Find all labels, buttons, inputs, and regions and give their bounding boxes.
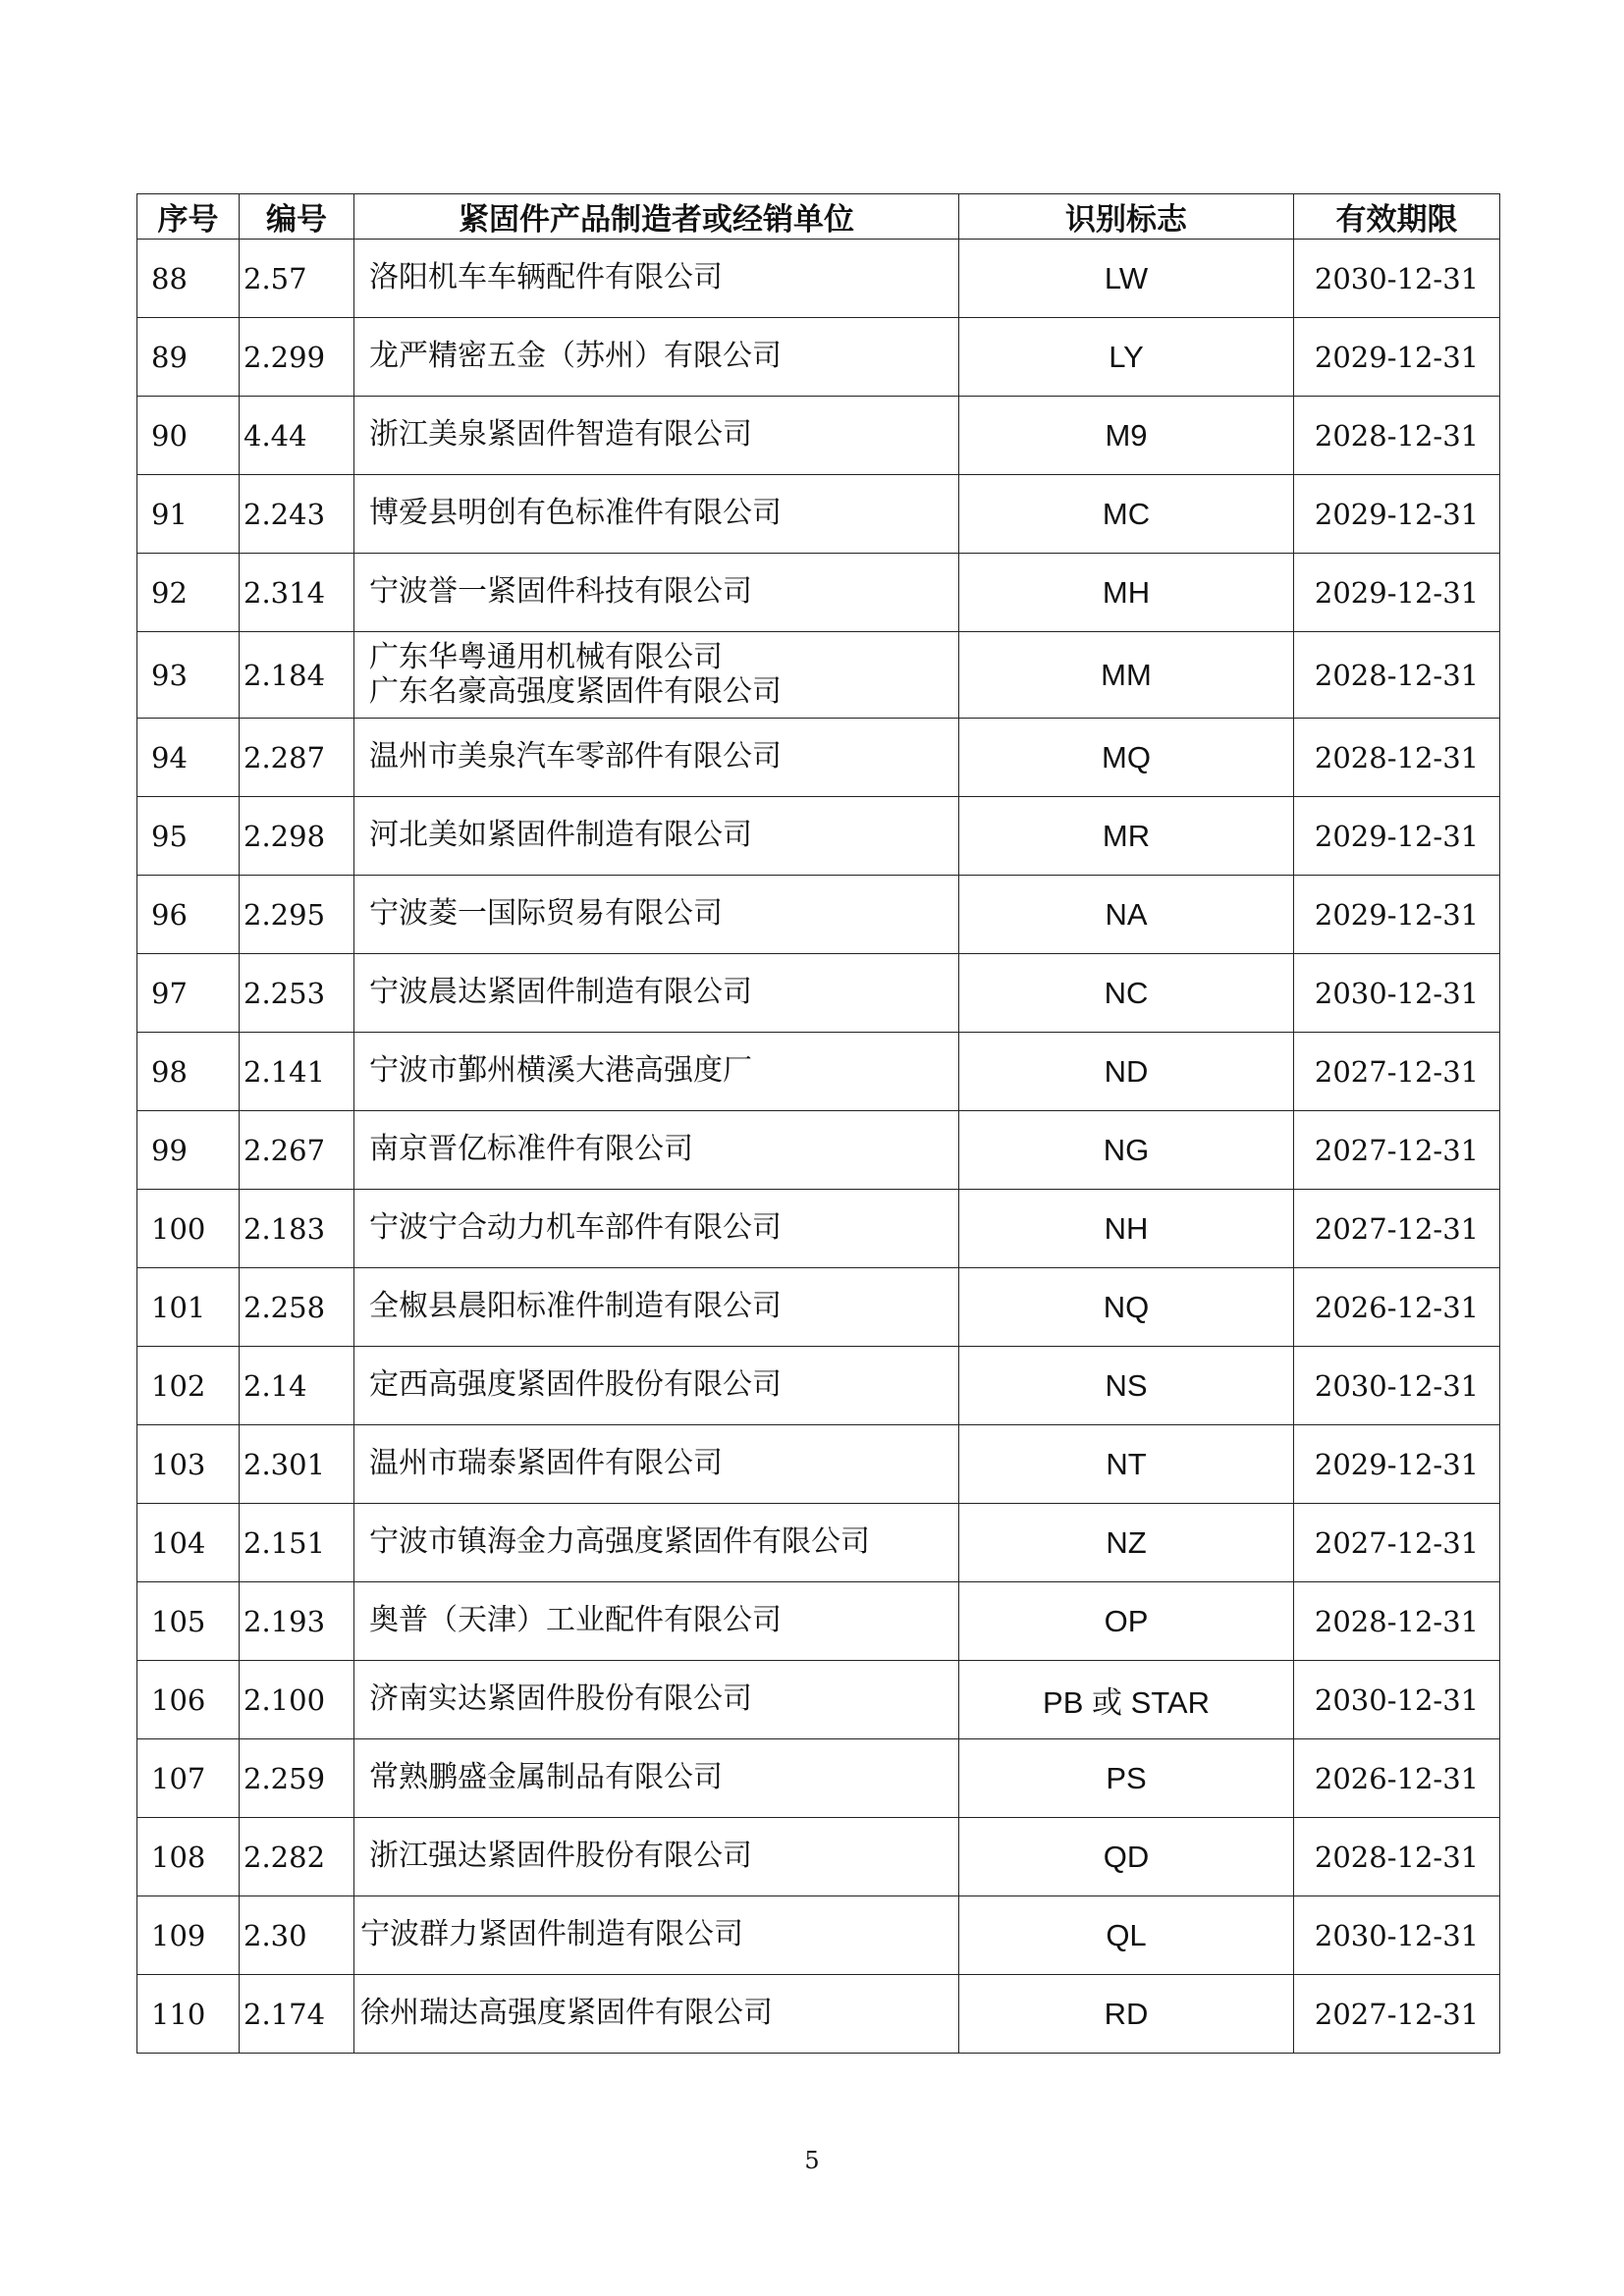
table-row: [137, 554, 1500, 632]
row-mark: MC: [959, 475, 1294, 554]
company-name: 博爱县明创有色标准件有限公司: [369, 496, 782, 531]
table-row: [137, 1896, 1500, 1975]
row-seq: 102: [137, 1347, 240, 1425]
company-name: 奥普（天津）工业配件有限公司: [369, 1603, 782, 1638]
row-seq: 110: [137, 1975, 240, 2054]
row-expiry: 2029-12-31: [1294, 1425, 1500, 1504]
row-expiry: 2030-12-31: [1294, 954, 1500, 1033]
row-expiry: 2028-12-31: [1294, 1818, 1500, 1896]
table-row: [137, 1111, 1500, 1190]
row-company: [354, 797, 959, 876]
company-name: 温州市瑞泰紧固件有限公司: [369, 1446, 723, 1481]
row-company: [354, 1033, 959, 1111]
table-row: [137, 954, 1500, 1033]
row-mark: PS: [959, 1739, 1294, 1818]
row-expiry: 2027-12-31: [1294, 1504, 1500, 1582]
row-company: [354, 318, 959, 397]
row-company: [354, 1582, 959, 1661]
row-expiry: 2027-12-31: [1294, 1975, 1500, 2054]
company-name: 浙江美泉紧固件智造有限公司: [369, 417, 752, 453]
table-row: [137, 318, 1500, 397]
table-row: [137, 632, 1500, 719]
row-mark: NZ: [959, 1504, 1294, 1582]
row-expiry: 2027-12-31: [1294, 1190, 1500, 1268]
row-seq: 105: [137, 1582, 240, 1661]
row-mark: RD: [959, 1975, 1294, 2054]
table-row: [137, 397, 1500, 475]
row-company: [354, 876, 959, 954]
row-mark: ND: [959, 1033, 1294, 1111]
row-mark: NT: [959, 1425, 1294, 1504]
row-mark: MR: [959, 797, 1294, 876]
row-code: 2.100: [240, 1661, 354, 1739]
row-mark: M9: [959, 397, 1294, 475]
row-code: 2.287: [240, 719, 354, 797]
row-company: [354, 554, 959, 632]
page-number: 5: [804, 2147, 820, 2174]
row-seq: 109: [137, 1896, 240, 1975]
row-company: [354, 1504, 959, 1582]
row-seq: 89: [137, 318, 240, 397]
row-code: 2.174: [240, 1975, 354, 2054]
company-name: 南京晋亿标准件有限公司: [369, 1132, 693, 1167]
company-name: 宁波宁合动力机车部件有限公司: [369, 1210, 782, 1246]
table-row: [137, 719, 1500, 797]
header-expiry: 有效期限: [1294, 194, 1500, 240]
row-expiry: 2030-12-31: [1294, 240, 1500, 318]
row-seq: 91: [137, 475, 240, 554]
row-expiry: 2029-12-31: [1294, 554, 1500, 632]
company-name: 河北美如紧固件制造有限公司: [369, 818, 752, 853]
row-seq: 100: [137, 1190, 240, 1268]
row-mark: NG: [959, 1111, 1294, 1190]
row-seq: 94: [137, 719, 240, 797]
row-mark: NH: [959, 1190, 1294, 1268]
row-code: 2.184: [240, 632, 354, 719]
row-mark: PB 或 STAR: [959, 1661, 1294, 1739]
row-code: 2.298: [240, 797, 354, 876]
company-name: 宁波菱一国际贸易有限公司: [369, 896, 723, 932]
row-mark: MH: [959, 554, 1294, 632]
table-row: [137, 1190, 1500, 1268]
header-company: 紧固件产品制造者或经销单位: [354, 194, 959, 240]
row-seq: 99: [137, 1111, 240, 1190]
row-code: 2.141: [240, 1033, 354, 1111]
row-seq: 108: [137, 1818, 240, 1896]
row-expiry: 2029-12-31: [1294, 876, 1500, 954]
row-expiry: 2028-12-31: [1294, 1582, 1500, 1661]
table-row: [137, 1033, 1500, 1111]
header-code: 编号: [240, 194, 354, 240]
row-mark: QD: [959, 1818, 1294, 1896]
company-name: 广东名豪高强度紧固件有限公司: [369, 673, 782, 709]
row-seq: 101: [137, 1268, 240, 1347]
table-row: [137, 1582, 1500, 1661]
row-company: [354, 719, 959, 797]
row-code: 2.30: [240, 1896, 354, 1975]
table-row: [137, 797, 1500, 876]
row-seq: 96: [137, 876, 240, 954]
row-company: [354, 1425, 959, 1504]
table-header-row: [137, 194, 1500, 240]
table-body: [137, 240, 1500, 2054]
row-mark: OP: [959, 1582, 1294, 1661]
row-company: [354, 954, 959, 1033]
row-expiry: 2026-12-31: [1294, 1739, 1500, 1818]
row-expiry: 2030-12-31: [1294, 1896, 1500, 1975]
table-row: [137, 1347, 1500, 1425]
company-name: 全椒县晨阳标准件制造有限公司: [369, 1289, 782, 1324]
row-company: [354, 632, 959, 719]
company-name: 宁波市鄞州横溪大港高强度厂: [369, 1053, 752, 1089]
row-code: 2.314: [240, 554, 354, 632]
row-company: [354, 1896, 959, 1975]
row-code: 2.193: [240, 1582, 354, 1661]
company-name: 宁波市镇海金力高强度紧固件有限公司: [369, 1524, 870, 1560]
row-seq: 92: [137, 554, 240, 632]
company-name: 徐州瑞达高强度紧固件有限公司: [360, 1996, 773, 2031]
row-expiry: 2027-12-31: [1294, 1033, 1500, 1111]
company-name: 宁波晨达紧固件制造有限公司: [369, 975, 752, 1010]
company-name: 温州市美泉汽车零部件有限公司: [369, 739, 782, 774]
row-company: [354, 1111, 959, 1190]
table-row: [137, 1818, 1500, 1896]
row-mark: MM: [959, 632, 1294, 719]
company-name: 龙严精密五金（苏州）有限公司: [369, 339, 782, 374]
row-code: 2.183: [240, 1190, 354, 1268]
table-row: [137, 876, 1500, 954]
row-code: 2.267: [240, 1111, 354, 1190]
table-row: [137, 1425, 1500, 1504]
row-company: [354, 240, 959, 318]
row-seq: 95: [137, 797, 240, 876]
row-mark: NA: [959, 876, 1294, 954]
row-expiry: 2027-12-31: [1294, 1111, 1500, 1190]
row-code: 2.14: [240, 1347, 354, 1425]
row-seq: 106: [137, 1661, 240, 1739]
row-mark: NC: [959, 954, 1294, 1033]
row-company: [354, 1347, 959, 1425]
row-expiry: 2029-12-31: [1294, 318, 1500, 397]
row-code: 2.253: [240, 954, 354, 1033]
row-code: 2.151: [240, 1504, 354, 1582]
row-mark: MQ: [959, 719, 1294, 797]
company-name: 济南实达紧固件股份有限公司: [369, 1682, 752, 1717]
company-name: 宁波誉一紧固件科技有限公司: [369, 574, 752, 610]
table-row: [137, 1504, 1500, 1582]
table-row: [137, 240, 1500, 318]
row-mark: QL: [959, 1896, 1294, 1975]
company-name: 定西高强度紧固件股份有限公司: [369, 1367, 782, 1403]
row-company: [354, 1818, 959, 1896]
row-expiry: 2028-12-31: [1294, 397, 1500, 475]
row-expiry: 2028-12-31: [1294, 632, 1500, 719]
row-seq: 97: [137, 954, 240, 1033]
row-seq: 98: [137, 1033, 240, 1111]
row-seq: 103: [137, 1425, 240, 1504]
row-code: 2.57: [240, 240, 354, 318]
row-expiry: 2029-12-31: [1294, 475, 1500, 554]
company-name: 洛阳机车车辆配件有限公司: [369, 260, 723, 295]
row-code: 2.301: [240, 1425, 354, 1504]
row-company: [354, 397, 959, 475]
row-company: [354, 1190, 959, 1268]
row-expiry: 2028-12-31: [1294, 719, 1500, 797]
row-mark: LW: [959, 240, 1294, 318]
company-name: 浙江强达紧固件股份有限公司: [369, 1839, 752, 1874]
table-row: [137, 1739, 1500, 1818]
row-seq: 88: [137, 240, 240, 318]
row-seq: 104: [137, 1504, 240, 1582]
row-code: 2.243: [240, 475, 354, 554]
row-company: [354, 1268, 959, 1347]
row-mark: NS: [959, 1347, 1294, 1425]
company-name: 宁波群力紧固件制造有限公司: [360, 1917, 743, 1952]
table-row: [137, 1268, 1500, 1347]
header-mark: 识别标志: [959, 194, 1294, 240]
row-seq: 93: [137, 632, 240, 719]
row-mark: NQ: [959, 1268, 1294, 1347]
table-row: [137, 475, 1500, 554]
row-code: 2.282: [240, 1818, 354, 1896]
row-code: 2.299: [240, 318, 354, 397]
row-expiry: 2026-12-31: [1294, 1268, 1500, 1347]
row-expiry: 2029-12-31: [1294, 797, 1500, 876]
company-name: 广东华粤通用机械有限公司: [369, 640, 723, 674]
row-mark: LY: [959, 318, 1294, 397]
row-code: 2.259: [240, 1739, 354, 1818]
table-row: [137, 1975, 1500, 2054]
row-company: [354, 1975, 959, 2054]
company-name: 常熟鹏盛金属制品有限公司: [369, 1760, 723, 1795]
row-company: [354, 475, 959, 554]
row-code: 2.258: [240, 1268, 354, 1347]
row-company: [354, 1661, 959, 1739]
row-expiry: 2030-12-31: [1294, 1661, 1500, 1739]
row-company: [354, 1739, 959, 1818]
row-seq: 90: [137, 397, 240, 475]
row-seq: 107: [137, 1739, 240, 1818]
row-expiry: 2030-12-31: [1294, 1347, 1500, 1425]
fastener-registry-table: [136, 193, 1500, 2054]
row-code: 2.295: [240, 876, 354, 954]
table-row: [137, 1661, 1500, 1739]
row-code: 4.44: [240, 397, 354, 475]
header-seq: 序号: [137, 194, 240, 240]
